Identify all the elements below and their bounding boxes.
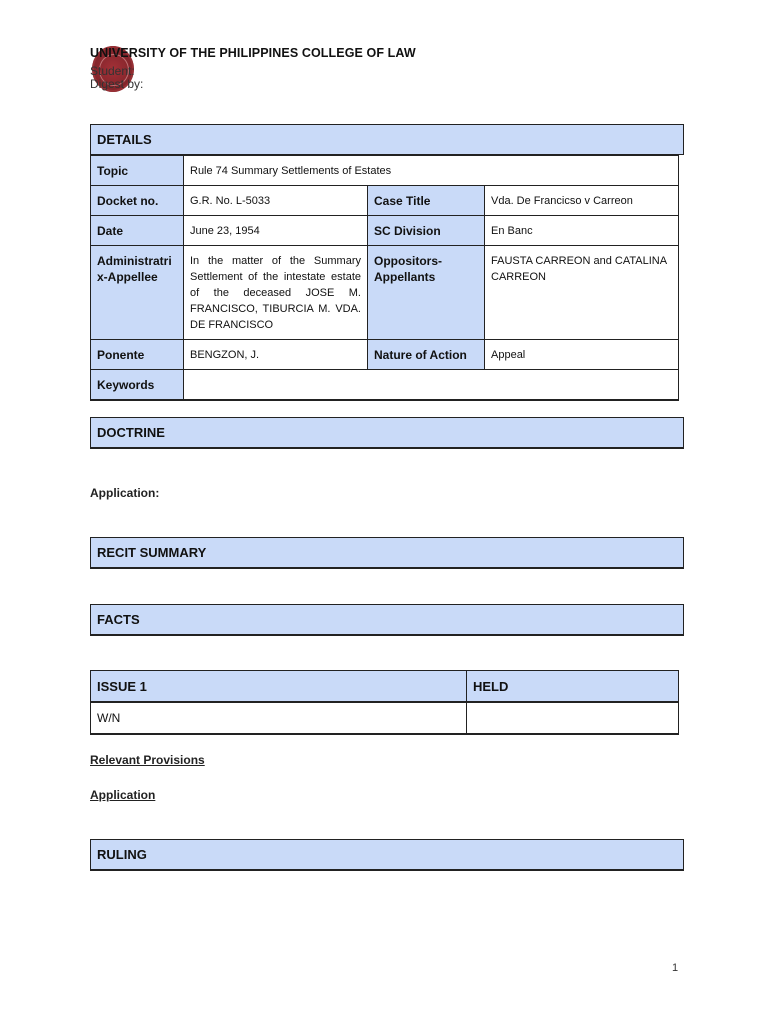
topic-value: Rule 74 Summary Settlements of Estates [184, 156, 679, 186]
oppositors-value: FAUSTA CARREON and CATALINA CARREON [485, 246, 679, 340]
oppositors-label: Oppositors-Appellants [368, 246, 485, 340]
details-table [90, 155, 679, 401]
topic-label: Topic [91, 156, 184, 186]
ponente-value: BENGZON, J. [184, 340, 368, 370]
keywords-label: Keywords [91, 370, 184, 401]
case-title-value: Vda. De Francicso v Carreon [485, 186, 679, 216]
facts-heading: FACTS [90, 604, 684, 636]
doctrine-application-label: Application: [90, 486, 160, 500]
digest-by-label: Digest by: [90, 77, 144, 91]
document-header-title: UNIVERSITY OF THE PHILIPPINES COLLEGE OF LAW [90, 46, 416, 60]
ruling-heading: RULING [90, 839, 684, 871]
nature-of-action-value: Appeal [485, 340, 679, 370]
appellee-value: In the matter of the Summary Settlement of the intestate estate of the deceased JOSE M. FRANCISCO, TIBURCIA M. VDA. DE FRANCISCO [184, 246, 368, 340]
issue-1-text: W/N [91, 702, 467, 734]
sc-division-value: En Banc [485, 216, 679, 246]
doctrine-heading: DOCTRINE [90, 417, 684, 449]
issue-application-label: Application [90, 788, 156, 802]
details-heading: DETAILS [90, 124, 684, 155]
student-label: Student: [90, 64, 135, 78]
docket-value: G.R. No. L-5033 [184, 186, 368, 216]
held-heading: HELD [467, 671, 679, 703]
nature-of-action-label: Nature of Action [368, 340, 485, 370]
appellee-label: Administratrix-Appellee [91, 246, 184, 340]
relevant-provisions-label: Relevant Provisions [90, 753, 205, 767]
recit-summary-heading: RECIT SUMMARY [90, 537, 684, 569]
issue-table [90, 670, 679, 735]
held-text [467, 702, 679, 734]
page-number: 1 [672, 962, 679, 974]
keywords-value [184, 370, 679, 401]
date-label: Date [91, 216, 184, 246]
sc-division-label: SC Division [368, 216, 485, 246]
case-title-label: Case Title [368, 186, 485, 216]
docket-label: Docket no. [91, 186, 184, 216]
issue-1-heading: ISSUE 1 [91, 671, 467, 703]
ponente-label: Ponente [91, 340, 184, 370]
date-value: June 23, 1954 [184, 216, 368, 246]
